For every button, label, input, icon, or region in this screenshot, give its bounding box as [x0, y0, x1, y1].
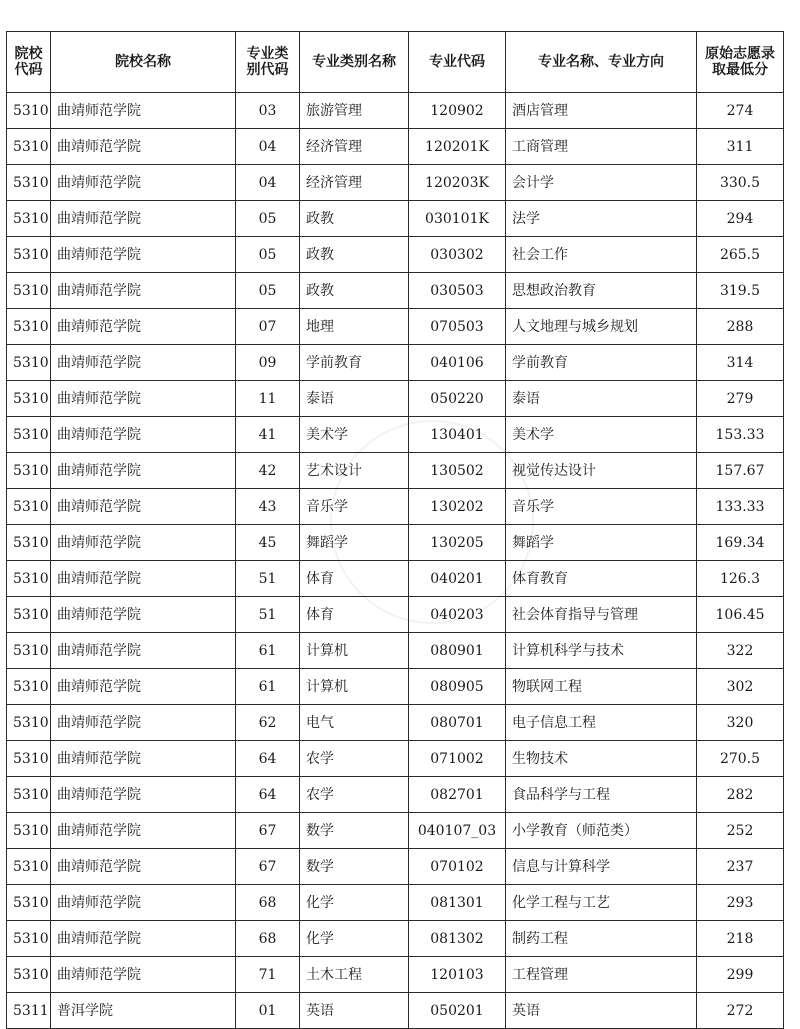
category-code-cell: 04	[236, 129, 300, 165]
school-name-cell: 曲靖师范学院	[51, 489, 236, 525]
category-code-cell: 64	[236, 741, 300, 777]
table-body	[7, 93, 784, 1029]
school-name-cell: 曲靖师范学院	[51, 633, 236, 669]
major-name-cell: 工商管理	[506, 129, 697, 165]
major-name-cell: 思想政治教育	[506, 273, 697, 309]
category-code-cell: 61	[236, 669, 300, 705]
school-code-cell: 5310	[7, 849, 51, 885]
min-score-cell: 322	[697, 633, 784, 669]
school-code-cell: 5310	[7, 705, 51, 741]
category-code-cell: 68	[236, 921, 300, 957]
category-name-cell: 化学	[300, 921, 409, 957]
category-name-cell: 土木工程	[300, 957, 409, 993]
major-code-cell: 130401	[409, 417, 506, 453]
category-name-cell: 艺术设计	[300, 453, 409, 489]
category-name-cell: 经济管理	[300, 129, 409, 165]
category-name-cell: 电气	[300, 705, 409, 741]
major-code-cell: 030101K	[409, 201, 506, 237]
major-code-cell: 050220	[409, 381, 506, 417]
school-code-cell: 5310	[7, 489, 51, 525]
major-name-cell: 酒店管理	[506, 93, 697, 129]
major-code-cell: 120203K	[409, 165, 506, 201]
major-name-cell: 美术学	[506, 417, 697, 453]
min-score-cell: 106.45	[697, 597, 784, 633]
table-row	[7, 93, 784, 129]
major-name-cell: 小学教育（师范类）	[506, 813, 697, 849]
major-code-cell: 080905	[409, 669, 506, 705]
school-code-cell: 5310	[7, 813, 51, 849]
admission-score-table-container	[6, 31, 784, 1029]
category-name-cell: 学前教育	[300, 345, 409, 381]
major-name-cell: 视觉传达设计	[506, 453, 697, 489]
header-category-code: 专业类别代码	[236, 32, 300, 93]
school-name-cell: 普洱学院	[51, 993, 236, 1029]
header-major-code: 专业代码	[409, 32, 506, 93]
min-score-cell: 282	[697, 777, 784, 813]
school-name-cell: 曲靖师范学院	[51, 237, 236, 273]
min-score-cell: 272	[697, 993, 784, 1029]
header-category-name: 专业类别名称	[300, 32, 409, 93]
school-code-cell: 5310	[7, 345, 51, 381]
min-score-cell: 311	[697, 129, 784, 165]
major-name-cell: 信息与计算科学	[506, 849, 697, 885]
category-code-cell: 07	[236, 309, 300, 345]
category-name-cell: 地理	[300, 309, 409, 345]
min-score-cell: 237	[697, 849, 784, 885]
table-row	[7, 489, 784, 525]
category-name-cell: 计算机	[300, 633, 409, 669]
school-code-cell: 5310	[7, 309, 51, 345]
min-score-cell: 270.5	[697, 741, 784, 777]
major-name-cell: 生物技术	[506, 741, 697, 777]
major-name-cell: 英语	[506, 993, 697, 1029]
school-code-cell: 5310	[7, 633, 51, 669]
min-score-cell: 314	[697, 345, 784, 381]
school-name-cell: 曲靖师范学院	[51, 957, 236, 993]
min-score-cell: 320	[697, 705, 784, 741]
table-row	[7, 165, 784, 201]
category-code-cell: 05	[236, 273, 300, 309]
category-code-cell: 67	[236, 813, 300, 849]
table-row	[7, 237, 784, 273]
admission-score-table	[6, 31, 784, 1029]
major-code-cell: 130205	[409, 525, 506, 561]
school-name-cell: 曲靖师范学院	[51, 597, 236, 633]
table-row	[7, 201, 784, 237]
min-score-cell: 293	[697, 885, 784, 921]
major-name-cell: 化学工程与工艺	[506, 885, 697, 921]
school-name-cell: 曲靖师范学院	[51, 741, 236, 777]
category-name-cell: 经济管理	[300, 165, 409, 201]
category-name-cell: 政教	[300, 201, 409, 237]
school-code-cell: 5310	[7, 129, 51, 165]
school-code-cell: 5310	[7, 273, 51, 309]
major-code-cell: 040107_03	[409, 813, 506, 849]
school-code-cell: 5310	[7, 165, 51, 201]
category-name-cell: 音乐学	[300, 489, 409, 525]
major-code-cell: 030302	[409, 237, 506, 273]
school-code-cell: 5310	[7, 741, 51, 777]
min-score-cell: 157.67	[697, 453, 784, 489]
table-header-row	[7, 32, 784, 93]
category-name-cell: 泰语	[300, 381, 409, 417]
category-name-cell: 农学	[300, 741, 409, 777]
major-code-cell: 120902	[409, 93, 506, 129]
min-score-cell: 288	[697, 309, 784, 345]
major-code-cell: 081302	[409, 921, 506, 957]
table-row	[7, 273, 784, 309]
min-score-cell: 299	[697, 957, 784, 993]
min-score-cell: 133.33	[697, 489, 784, 525]
category-code-cell: 51	[236, 597, 300, 633]
school-name-cell: 曲靖师范学院	[51, 273, 236, 309]
header-school-code: 院校代码	[7, 32, 51, 93]
school-name-cell: 曲靖师范学院	[51, 93, 236, 129]
table-row	[7, 561, 784, 597]
category-code-cell: 64	[236, 777, 300, 813]
table-row	[7, 381, 784, 417]
major-code-cell: 080701	[409, 705, 506, 741]
category-name-cell: 数学	[300, 849, 409, 885]
school-code-cell: 5310	[7, 597, 51, 633]
table-row	[7, 309, 784, 345]
min-score-cell: 330.5	[697, 165, 784, 201]
min-score-cell: 279	[697, 381, 784, 417]
category-name-cell: 政教	[300, 273, 409, 309]
category-name-cell: 美术学	[300, 417, 409, 453]
category-code-cell: 51	[236, 561, 300, 597]
min-score-cell: 218	[697, 921, 784, 957]
major-code-cell: 120103	[409, 957, 506, 993]
major-name-cell: 音乐学	[506, 489, 697, 525]
category-code-cell: 11	[236, 381, 300, 417]
school-name-cell: 曲靖师范学院	[51, 201, 236, 237]
major-code-cell: 040106	[409, 345, 506, 381]
category-code-cell: 67	[236, 849, 300, 885]
major-name-cell: 人文地理与城乡规划	[506, 309, 697, 345]
category-code-cell: 61	[236, 633, 300, 669]
school-code-cell: 5310	[7, 777, 51, 813]
school-code-cell: 5310	[7, 201, 51, 237]
school-name-cell: 曲靖师范学院	[51, 813, 236, 849]
table-row	[7, 597, 784, 633]
header-major-name: 专业名称、专业方向	[506, 32, 697, 93]
table-row	[7, 885, 784, 921]
min-score-cell: 153.33	[697, 417, 784, 453]
category-code-cell: 45	[236, 525, 300, 561]
school-name-cell: 曲靖师范学院	[51, 417, 236, 453]
category-name-cell: 英语	[300, 993, 409, 1029]
school-name-cell: 曲靖师范学院	[51, 129, 236, 165]
major-name-cell: 计算机科学与技术	[506, 633, 697, 669]
category-code-cell: 05	[236, 237, 300, 273]
major-code-cell: 081301	[409, 885, 506, 921]
table-row	[7, 993, 784, 1029]
major-code-cell: 040201	[409, 561, 506, 597]
school-name-cell: 曲靖师范学院	[51, 921, 236, 957]
major-code-cell: 040203	[409, 597, 506, 633]
school-code-cell: 5310	[7, 417, 51, 453]
table-row	[7, 129, 784, 165]
school-code-cell: 5310	[7, 921, 51, 957]
major-code-cell: 030503	[409, 273, 506, 309]
major-name-cell: 工程管理	[506, 957, 697, 993]
min-score-cell: 265.5	[697, 237, 784, 273]
school-code-cell: 5310	[7, 453, 51, 489]
header-min-score: 原始志愿录取最低分	[697, 32, 784, 93]
major-code-cell: 070102	[409, 849, 506, 885]
school-code-cell: 5310	[7, 561, 51, 597]
min-score-cell: 252	[697, 813, 784, 849]
category-code-cell: 03	[236, 93, 300, 129]
school-code-cell: 5311	[7, 993, 51, 1029]
school-name-cell: 曲靖师范学院	[51, 525, 236, 561]
major-name-cell: 电子信息工程	[506, 705, 697, 741]
major-name-cell: 法学	[506, 201, 697, 237]
category-name-cell: 计算机	[300, 669, 409, 705]
major-name-cell: 社会工作	[506, 237, 697, 273]
school-name-cell: 曲靖师范学院	[51, 165, 236, 201]
school-code-cell: 5310	[7, 669, 51, 705]
category-name-cell: 数学	[300, 813, 409, 849]
category-name-cell: 舞蹈学	[300, 525, 409, 561]
major-name-cell: 食品科学与工程	[506, 777, 697, 813]
major-code-cell: 120201K	[409, 129, 506, 165]
category-code-cell: 05	[236, 201, 300, 237]
major-code-cell: 130202	[409, 489, 506, 525]
table-row	[7, 525, 784, 561]
major-code-cell: 082701	[409, 777, 506, 813]
school-name-cell: 曲靖师范学院	[51, 309, 236, 345]
min-score-cell: 319.5	[697, 273, 784, 309]
category-code-cell: 62	[236, 705, 300, 741]
min-score-cell: 274	[697, 93, 784, 129]
table-row	[7, 813, 784, 849]
table-row	[7, 453, 784, 489]
school-name-cell: 曲靖师范学院	[51, 849, 236, 885]
school-name-cell: 曲靖师范学院	[51, 453, 236, 489]
table-row	[7, 849, 784, 885]
category-code-cell: 09	[236, 345, 300, 381]
school-code-cell: 5310	[7, 381, 51, 417]
category-code-cell: 43	[236, 489, 300, 525]
table-row	[7, 705, 784, 741]
school-name-cell: 曲靖师范学院	[51, 705, 236, 741]
category-name-cell: 体育	[300, 561, 409, 597]
school-name-cell: 曲靖师范学院	[51, 345, 236, 381]
category-name-cell: 体育	[300, 597, 409, 633]
category-code-cell: 71	[236, 957, 300, 993]
school-name-cell: 曲靖师范学院	[51, 777, 236, 813]
table-row	[7, 345, 784, 381]
major-name-cell: 体育教育	[506, 561, 697, 597]
major-code-cell: 070503	[409, 309, 506, 345]
school-code-cell: 5310	[7, 237, 51, 273]
school-name-cell: 曲靖师范学院	[51, 885, 236, 921]
table-row	[7, 777, 784, 813]
table-row	[7, 417, 784, 453]
major-code-cell: 080901	[409, 633, 506, 669]
school-name-cell: 曲靖师范学院	[51, 669, 236, 705]
min-score-cell: 126.3	[697, 561, 784, 597]
category-name-cell: 化学	[300, 885, 409, 921]
category-code-cell: 41	[236, 417, 300, 453]
school-code-cell: 5310	[7, 957, 51, 993]
min-score-cell: 169.34	[697, 525, 784, 561]
table-row	[7, 921, 784, 957]
category-name-cell: 旅游管理	[300, 93, 409, 129]
major-name-cell: 学前教育	[506, 345, 697, 381]
major-name-cell: 会计学	[506, 165, 697, 201]
table-row	[7, 741, 784, 777]
table-row	[7, 669, 784, 705]
header-school-name: 院校名称	[51, 32, 236, 93]
school-code-cell: 5310	[7, 525, 51, 561]
category-code-cell: 01	[236, 993, 300, 1029]
category-name-cell: 政教	[300, 237, 409, 273]
major-name-cell: 制药工程	[506, 921, 697, 957]
major-code-cell: 050201	[409, 993, 506, 1029]
table-row	[7, 633, 784, 669]
major-name-cell: 社会体育指导与管理	[506, 597, 697, 633]
school-name-cell: 曲靖师范学院	[51, 561, 236, 597]
major-code-cell: 071002	[409, 741, 506, 777]
min-score-cell: 294	[697, 201, 784, 237]
major-code-cell: 130502	[409, 453, 506, 489]
category-code-cell: 68	[236, 885, 300, 921]
category-name-cell: 农学	[300, 777, 409, 813]
major-name-cell: 泰语	[506, 381, 697, 417]
category-code-cell: 04	[236, 165, 300, 201]
category-code-cell: 42	[236, 453, 300, 489]
school-code-cell: 5310	[7, 93, 51, 129]
min-score-cell: 302	[697, 669, 784, 705]
school-name-cell: 曲靖师范学院	[51, 381, 236, 417]
major-name-cell: 舞蹈学	[506, 525, 697, 561]
table-row	[7, 957, 784, 993]
school-code-cell: 5310	[7, 885, 51, 921]
major-name-cell: 物联网工程	[506, 669, 697, 705]
